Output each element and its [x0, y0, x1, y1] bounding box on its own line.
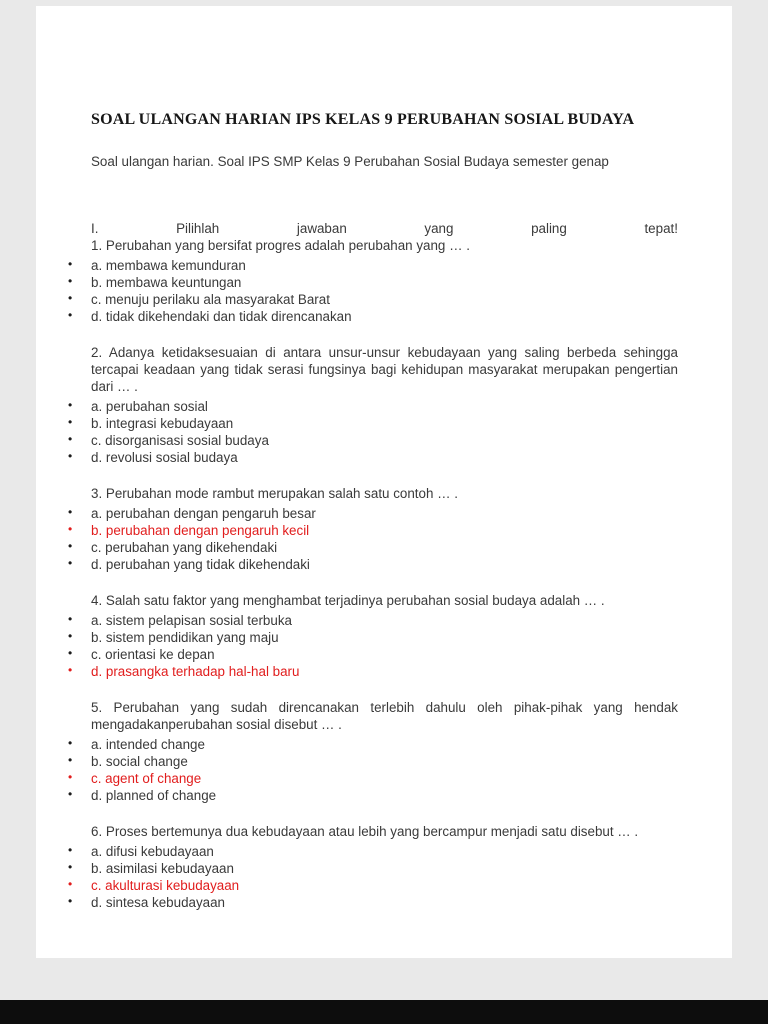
option-text: a. perubahan sosial [91, 399, 208, 414]
bullet-icon: • [68, 646, 73, 660]
option-text: a. sistem pelapisan sosial terbuka [91, 613, 292, 628]
question-text: 4. Salah satu faktor yang menghambat terjadinya perubahan sosial budaya adalah … . [91, 593, 605, 608]
bullet-icon: • [68, 556, 73, 570]
options-list [68, 398, 678, 466]
bullet-icon: • [68, 877, 73, 891]
option-item [68, 877, 678, 894]
option-text: a. perubahan dengan pengaruh besar [91, 506, 316, 521]
question-block [68, 485, 678, 573]
bullet-icon: • [68, 736, 73, 750]
questions-container [68, 237, 678, 911]
option-text: b. perubahan dengan pengaruh kecil [91, 523, 310, 538]
option-item [68, 843, 678, 860]
question-block [68, 699, 678, 804]
bullet-icon: • [68, 274, 73, 288]
bullet-icon: • [68, 753, 73, 767]
document-title: SOAL ULANGAN HARIAN IPS KELAS 9 PERUBAHAN SOSIAL BUDAYA [91, 111, 635, 128]
bullet-icon: • [68, 415, 73, 429]
option-text: c. perubahan yang dikehendaki [91, 540, 278, 555]
instruction-word: tepat! [644, 221, 678, 236]
bullet-icon: • [68, 787, 73, 801]
bullet-icon: • [68, 539, 73, 553]
option-text: b. asimilasi kebudayaan [91, 861, 234, 876]
question-block [68, 592, 678, 680]
option-item [68, 770, 678, 787]
question-block [68, 344, 678, 466]
option-item [68, 539, 678, 556]
option-text: c. orientasi ke depan [91, 647, 215, 662]
option-text: d. revolusi sosial budaya [91, 450, 238, 465]
bullet-icon: • [68, 257, 73, 271]
option-item [68, 612, 678, 629]
option-text: b. membawa keuntungan [91, 275, 242, 290]
question-text: 3. Perubahan mode rambut merupakan salah satu contoh … . [91, 486, 458, 501]
option-item [68, 274, 678, 291]
option-item [68, 736, 678, 753]
option-text: d. planned of change [91, 788, 217, 803]
option-item [68, 505, 678, 522]
option-text: d. prasangka terhadap hal-hal baru [91, 664, 300, 679]
instruction-word: jawaban [296, 221, 347, 236]
bullet-icon: • [68, 770, 73, 784]
bullet-icon: • [68, 843, 73, 857]
option-text: a. difusi kebudayaan [91, 844, 214, 859]
option-text: d. perubahan yang tidak dikehendaki [91, 557, 310, 572]
option-item [68, 787, 678, 804]
option-item [68, 556, 678, 573]
instruction-line [91, 220, 678, 237]
option-text: b. integrasi kebudayaan [91, 416, 234, 431]
bullet-icon: • [68, 894, 73, 908]
bullet-icon: • [68, 522, 73, 536]
option-text: b. social change [91, 754, 188, 769]
option-item [68, 415, 678, 432]
instruction-word: Pilihlah [176, 221, 220, 236]
option-item [68, 646, 678, 663]
bullet-icon: • [68, 432, 73, 446]
options-list [68, 612, 678, 680]
option-item [68, 753, 678, 770]
question-block [68, 237, 678, 325]
option-item [68, 432, 678, 449]
option-text: c. disorganisasi sosial budaya [91, 433, 269, 448]
bullet-icon: • [68, 629, 73, 643]
option-item [68, 629, 678, 646]
options-list [68, 505, 678, 573]
option-item [68, 894, 678, 911]
option-item [68, 398, 678, 415]
document-page [36, 6, 732, 958]
option-text: d. tidak dikehendaki dan tidak direncanakan [91, 309, 352, 324]
viewer-bottom-bar [0, 1000, 768, 1024]
bullet-icon: • [68, 308, 73, 322]
option-item [68, 308, 678, 325]
question-text: 5. Perubahan yang sudah direncanakan terlebih dahulu oleh pihak-pihak yang hendak mengadakanperubahan sosial disebut … . [91, 700, 678, 732]
option-text: c. akulturasi kebudayaan [91, 878, 240, 893]
question-text: 2. Adanya ketidaksesuaian di antara unsur-unsur kebudayaan yang saling berbeda sehingga tercapai keadaan yang tidak serasi fungsinya bagi kehidupan masyarakat merupakan pengertian dari … . [91, 345, 678, 394]
option-item [68, 663, 678, 680]
document-subtitle: Soal ulangan harian. Soal IPS SMP Kelas 9 Perubahan Sosial Budaya semester genap [91, 154, 609, 169]
instruction-word: yang [424, 221, 454, 236]
bullet-icon: • [68, 860, 73, 874]
question-block [68, 823, 678, 911]
option-item [68, 291, 678, 308]
instruction-word: I. [91, 221, 99, 236]
bullet-icon: • [68, 291, 73, 305]
bullet-icon: • [68, 505, 73, 519]
options-list [68, 257, 678, 325]
option-text: b. sistem pendidikan yang maju [91, 630, 279, 645]
question-text: 1. Perubahan yang bersifat progres adalah perubahan yang … . [91, 238, 470, 253]
options-list [68, 736, 678, 804]
bullet-icon: • [68, 612, 73, 626]
question-text: 6. Proses bertemunya dua kebudayaan atau lebih yang bercampur menjadi satu disebut … . [91, 824, 639, 839]
option-item [68, 860, 678, 877]
options-list [68, 843, 678, 911]
option-text: c. agent of change [91, 771, 202, 786]
bullet-icon: • [68, 663, 73, 677]
bullet-icon: • [68, 449, 73, 463]
option-text: a. intended change [91, 737, 205, 752]
option-item [68, 522, 678, 539]
option-text: a. membawa kemunduran [91, 258, 246, 273]
option-text: c. menuju perilaku ala masyarakat Barat [91, 292, 330, 307]
instruction-word: paling [531, 221, 567, 236]
option-text: d. sintesa kebudayaan [91, 895, 226, 910]
option-item [68, 449, 678, 466]
bullet-icon: • [68, 398, 73, 412]
option-item [68, 257, 678, 274]
